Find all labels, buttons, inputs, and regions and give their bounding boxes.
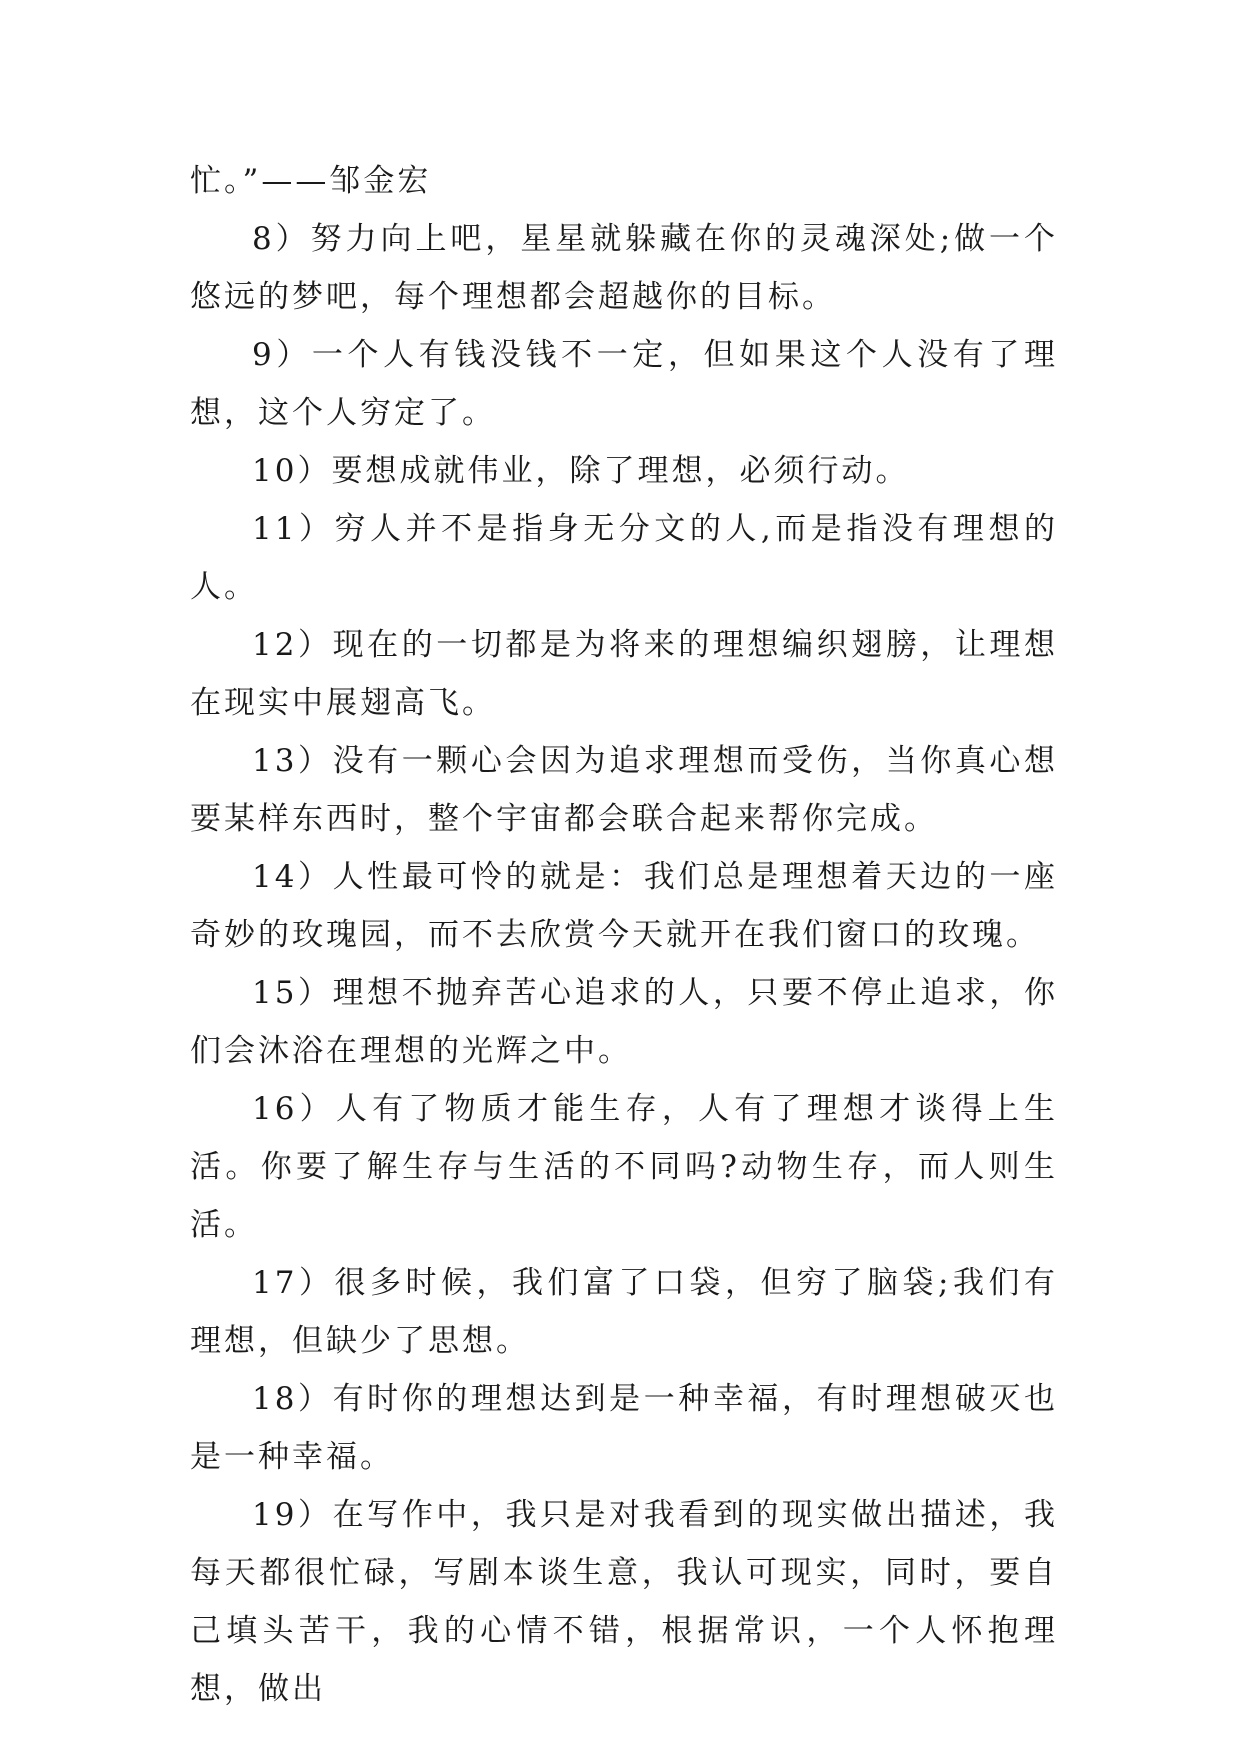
paragraph-10: 10）要想成就伟业，除了理想，必须行动。 [252, 453, 910, 489]
paragraph-15: 15）理想不抛弃苦心追求的人，只要不停止追求，你们会沐浴在理想的光辉之中。 [190, 975, 1058, 1069]
paragraph-17: 17）很多时候，我们富了口袋，但穷了脑袋;我们有理想，但缺少了思想。 [190, 1265, 1058, 1359]
paragraph-18: 18）有时你的理想达到是一种幸福，有时理想破灭也是一种幸福。 [190, 1381, 1058, 1475]
paragraph-8: 8）努力向上吧，星星就躲藏在你的灵魂深处;做一个悠远的梦吧，每个理想都会超越你的目标。 [190, 221, 1058, 315]
paragraph-quote-ending: 忙。”——邹金宏 [190, 163, 432, 199]
paragraph-16: 16）人有了物质才能生存，人有了理想才谈得上生活。你要了解生存与生活的不同吗?动物生存，而人则生活。 [190, 1091, 1058, 1243]
paragraph-14: 14）人性最可怜的就是：我们总是理想着天边的一座奇妙的玫瑰园，而不去欣赏今天就开在我们窗口的玫瑰。 [190, 859, 1058, 953]
paragraph-9: 9）一个人有钱没钱不一定，但如果这个人没有了理想，这个人穷定了。 [190, 337, 1058, 431]
paragraph-13: 13）没有一颗心会因为追求理想而受伤，当你真心想要某样东西时，整个宇宙都会联合起来帮你完成。 [190, 743, 1058, 837]
paragraph-11: 11）穷人并不是指身无分文的人,而是指没有理想的人。 [190, 511, 1058, 605]
document-body [190, 152, 1058, 1718]
paragraph-12: 12）现在的一切都是为将来的理想编织翅膀，让理想在现实中展翅高飞。 [190, 627, 1058, 721]
paragraph-19: 19）在写作中，我只是对我看到的现实做出描述，我每天都很忙碌，写剧本谈生意，我认可现实，同时，要自己填头苦干，我的心情不错，根据常识，一个人怀抱理想，做出 [190, 1497, 1058, 1707]
